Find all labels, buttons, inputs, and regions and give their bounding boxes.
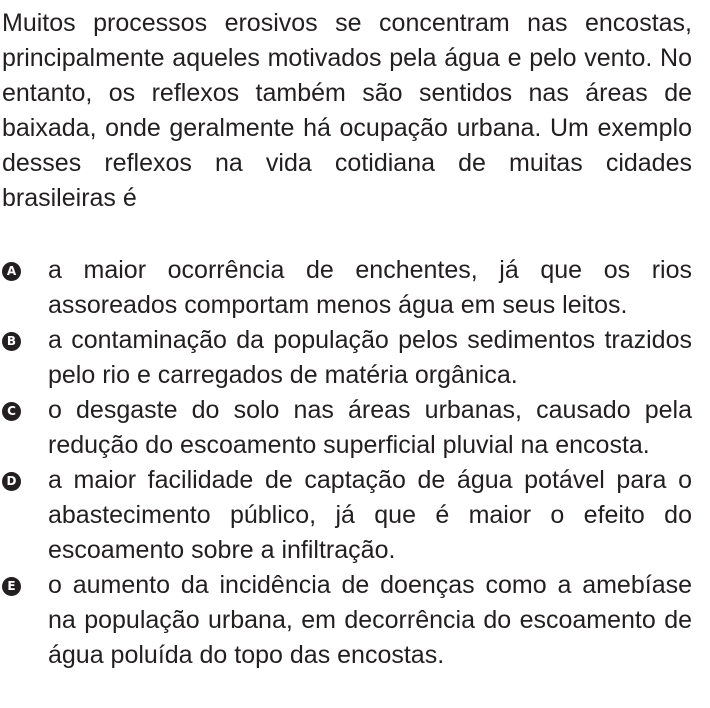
option-c[interactable]	[2, 393, 692, 463]
option-b-text: a contaminação da população pelos sedimentos trazidos pelo rio e carregados de matéria orgânica.	[48, 326, 692, 389]
option-e[interactable]	[2, 568, 692, 673]
option-d-text: a maior facilidade de captação de água potável para o abastecimento público, já que é maior o efeito do escoamento sobre a infiltração.	[48, 466, 692, 564]
option-c-letter-badge: C	[2, 402, 21, 421]
option-e-letter-badge: E	[2, 577, 21, 596]
option-b[interactable]	[2, 323, 692, 393]
option-a-text: a maior ocorrência de enchentes, já que os rios assoreados comportam menos água em seus leitos.	[48, 256, 692, 319]
option-d-letter-badge: D	[2, 472, 21, 491]
option-a-letter-badge: A	[2, 262, 21, 281]
option-b-letter-badge: B	[2, 332, 21, 351]
option-c-text: o desgaste do solo nas áreas urbanas, causado pela redução do escoamento superficial pluvial na encosta.	[48, 396, 692, 459]
option-a[interactable]	[2, 253, 692, 323]
question-stem: Muitos processos erosivos se concentram nas encostas, principalmente aqueles motivados pela água e pelo vento. No entanto, os reflexos também são sentidos nas áreas de baixada, onde geralmente há ocupação urbana. Um exemplo desses reflexos na vida cotidiana de muitas cidades brasileiras é	[2, 9, 692, 212]
answer-options	[2, 253, 692, 673]
option-e-text: o aumento da incidência de doenças como a amebíase na população urbana, em decorrência do escoamento de água poluída do topo das encostas.	[48, 571, 692, 669]
option-d[interactable]	[2, 463, 692, 568]
